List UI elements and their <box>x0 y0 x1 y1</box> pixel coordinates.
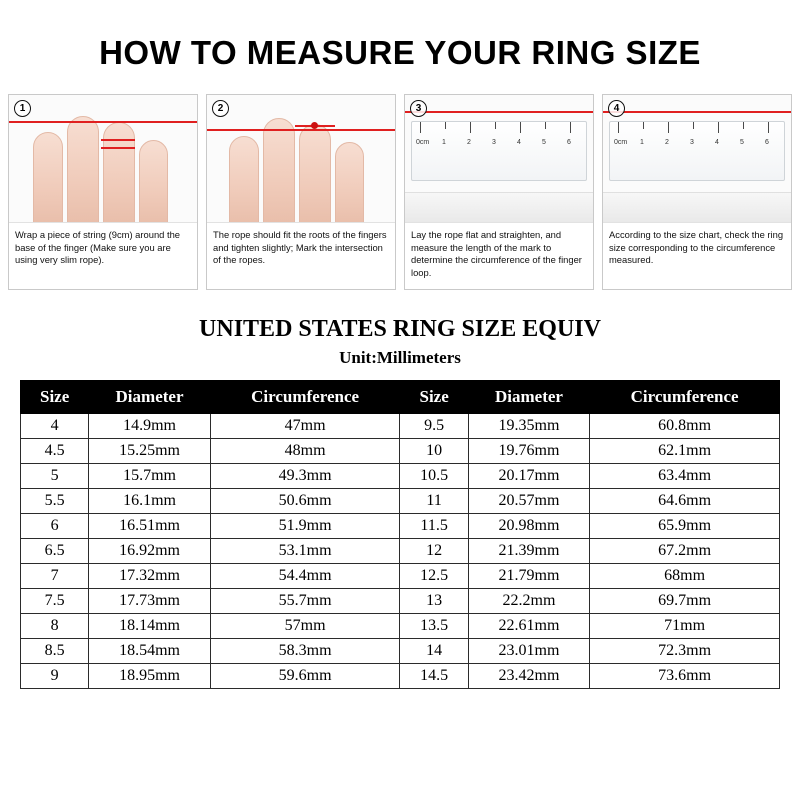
step-1-caption: Wrap a piece of string (9cm) around the base of the finger (Make sure you are using very slim rope). <box>15 229 181 265</box>
string-icon <box>9 121 197 123</box>
cell: 7.5 <box>21 589 89 614</box>
step-card-1 <box>8 94 198 290</box>
table-row <box>21 514 780 539</box>
cell: 8.5 <box>21 639 89 664</box>
table-row <box>21 564 780 589</box>
cell: 21.79mm <box>468 564 589 589</box>
cell: 5 <box>21 464 89 489</box>
cell: 16.51mm <box>89 514 210 539</box>
hand-illustration-icon <box>207 95 395 222</box>
ruler-label: 0cm <box>614 139 628 146</box>
column-header-diameter-left: Diameter <box>89 381 210 414</box>
table-header-row <box>21 381 780 414</box>
cell: 9 <box>21 664 89 689</box>
column-header-size-right: Size <box>400 381 468 414</box>
step-3-illustration <box>405 95 593 223</box>
string-icon <box>405 111 593 113</box>
cell: 72.3mm <box>590 639 780 664</box>
cell: 11.5 <box>400 514 468 539</box>
cell: 20.98mm <box>468 514 589 539</box>
cell: 8 <box>21 614 89 639</box>
hand-illustration-icon <box>9 95 197 222</box>
step-3-badge: 3 <box>410 100 427 117</box>
table-row <box>21 414 780 439</box>
page-title: HOW TO MEASURE YOUR RING SIZE <box>99 34 701 71</box>
cell: 55.7mm <box>210 589 400 614</box>
step-1-illustration <box>9 95 197 223</box>
step-2-badge: 2 <box>212 100 229 117</box>
ruler-label: 6 <box>567 139 571 146</box>
cell: 10 <box>400 439 468 464</box>
step-4-illustration <box>603 95 791 223</box>
ruler-label: 0cm <box>416 139 430 146</box>
step-card-2 <box>206 94 396 290</box>
ruler-label: 5 <box>740 139 744 146</box>
ruler-base <box>405 192 593 222</box>
cell: 5.5 <box>21 489 89 514</box>
table-row <box>21 489 780 514</box>
cell: 49.3mm <box>210 464 400 489</box>
cell: 71mm <box>590 614 780 639</box>
cell: 57mm <box>210 614 400 639</box>
cell: 67.2mm <box>590 539 780 564</box>
step-2-caption: The rope should fit the roots of the fingers and tighten slightly; Mark the intersection of the ropes. <box>213 229 387 265</box>
step-4-badge: 4 <box>608 100 625 117</box>
cell: 73.6mm <box>590 664 780 689</box>
cell: 15.25mm <box>89 439 210 464</box>
cell: 6.5 <box>21 539 89 564</box>
table-body <box>21 414 780 689</box>
cell: 19.35mm <box>468 414 589 439</box>
ruler-label: 1 <box>640 139 644 146</box>
cell: 13 <box>400 589 468 614</box>
table-row <box>21 664 780 689</box>
cell: 14 <box>400 639 468 664</box>
step-3-caption: Lay the rope flat and straighten, and measure the length of the mark to determine the circumference of the finger loop. <box>411 229 582 278</box>
cell: 18.95mm <box>89 664 210 689</box>
string-icon <box>207 129 395 131</box>
cell: 53.1mm <box>210 539 400 564</box>
cell: 10.5 <box>400 464 468 489</box>
cell: 58.3mm <box>210 639 400 664</box>
cell: 65.9mm <box>590 514 780 539</box>
cell: 19.76mm <box>468 439 589 464</box>
table-row <box>21 464 780 489</box>
cell: 16.1mm <box>89 489 210 514</box>
string-icon <box>603 111 791 113</box>
cell: 9.5 <box>400 414 468 439</box>
ruler-label: 4 <box>715 139 719 146</box>
step-1-badge: 1 <box>14 100 31 117</box>
ruler-label: 1 <box>442 139 446 146</box>
cell: 20.57mm <box>468 489 589 514</box>
string-knot-icon <box>311 122 318 129</box>
cell: 18.54mm <box>89 639 210 664</box>
table-row <box>21 639 780 664</box>
cell: 54.4mm <box>210 564 400 589</box>
string-icon <box>101 139 135 141</box>
cell: 68mm <box>590 564 780 589</box>
cell: 63.4mm <box>590 464 780 489</box>
cell: 47mm <box>210 414 400 439</box>
cell: 7 <box>21 564 89 589</box>
cell: 60.8mm <box>590 414 780 439</box>
ruler-label: 4 <box>517 139 521 146</box>
column-header-circumference-left: Circumference <box>210 381 400 414</box>
ruler-icon <box>609 121 785 181</box>
cell: 20.17mm <box>468 464 589 489</box>
cell: 14.9mm <box>89 414 210 439</box>
cell: 14.5 <box>400 664 468 689</box>
chart-title: UNITED STATES RING SIZE EQUIV <box>199 316 601 342</box>
ring-size-table <box>20 380 780 689</box>
step-card-4 <box>602 94 792 290</box>
cell: 17.32mm <box>89 564 210 589</box>
cell: 59.6mm <box>210 664 400 689</box>
cell: 12.5 <box>400 564 468 589</box>
ruler-label: 2 <box>467 139 471 146</box>
ruler-label: 6 <box>765 139 769 146</box>
chart-subtitle: Unit:Millimeters <box>339 348 461 367</box>
cell: 21.39mm <box>468 539 589 564</box>
cell: 23.01mm <box>468 639 589 664</box>
cell: 50.6mm <box>210 489 400 514</box>
step-4-caption: According to the size chart, check the ring size corresponding to the circumference measured. <box>609 229 784 265</box>
cell: 6 <box>21 514 89 539</box>
cell: 4.5 <box>21 439 89 464</box>
column-header-circumference-right: Circumference <box>590 381 780 414</box>
cell: 62.1mm <box>590 439 780 464</box>
cell: 13.5 <box>400 614 468 639</box>
cell: 12 <box>400 539 468 564</box>
table-row <box>21 439 780 464</box>
cell: 18.14mm <box>89 614 210 639</box>
cell: 23.42mm <box>468 664 589 689</box>
column-header-diameter-right: Diameter <box>468 381 589 414</box>
cell: 15.7mm <box>89 464 210 489</box>
cell: 48mm <box>210 439 400 464</box>
cell: 64.6mm <box>590 489 780 514</box>
ruler-label: 2 <box>665 139 669 146</box>
table-row <box>21 589 780 614</box>
cell: 22.61mm <box>468 614 589 639</box>
steps-row <box>0 94 800 290</box>
ruler-icon <box>411 121 587 181</box>
ruler-label: 5 <box>542 139 546 146</box>
cell: 16.92mm <box>89 539 210 564</box>
cell: 51.9mm <box>210 514 400 539</box>
table-row <box>21 539 780 564</box>
string-icon <box>101 147 135 149</box>
cell: 22.2mm <box>468 589 589 614</box>
table-row <box>21 614 780 639</box>
ruler-base <box>603 192 791 222</box>
step-2-illustration <box>207 95 395 223</box>
cell: 17.73mm <box>89 589 210 614</box>
cell: 69.7mm <box>590 589 780 614</box>
cell: 11 <box>400 489 468 514</box>
step-card-3 <box>404 94 594 290</box>
cell: 4 <box>21 414 89 439</box>
column-header-size-left: Size <box>21 381 89 414</box>
ruler-label: 3 <box>690 139 694 146</box>
ruler-label: 3 <box>492 139 496 146</box>
